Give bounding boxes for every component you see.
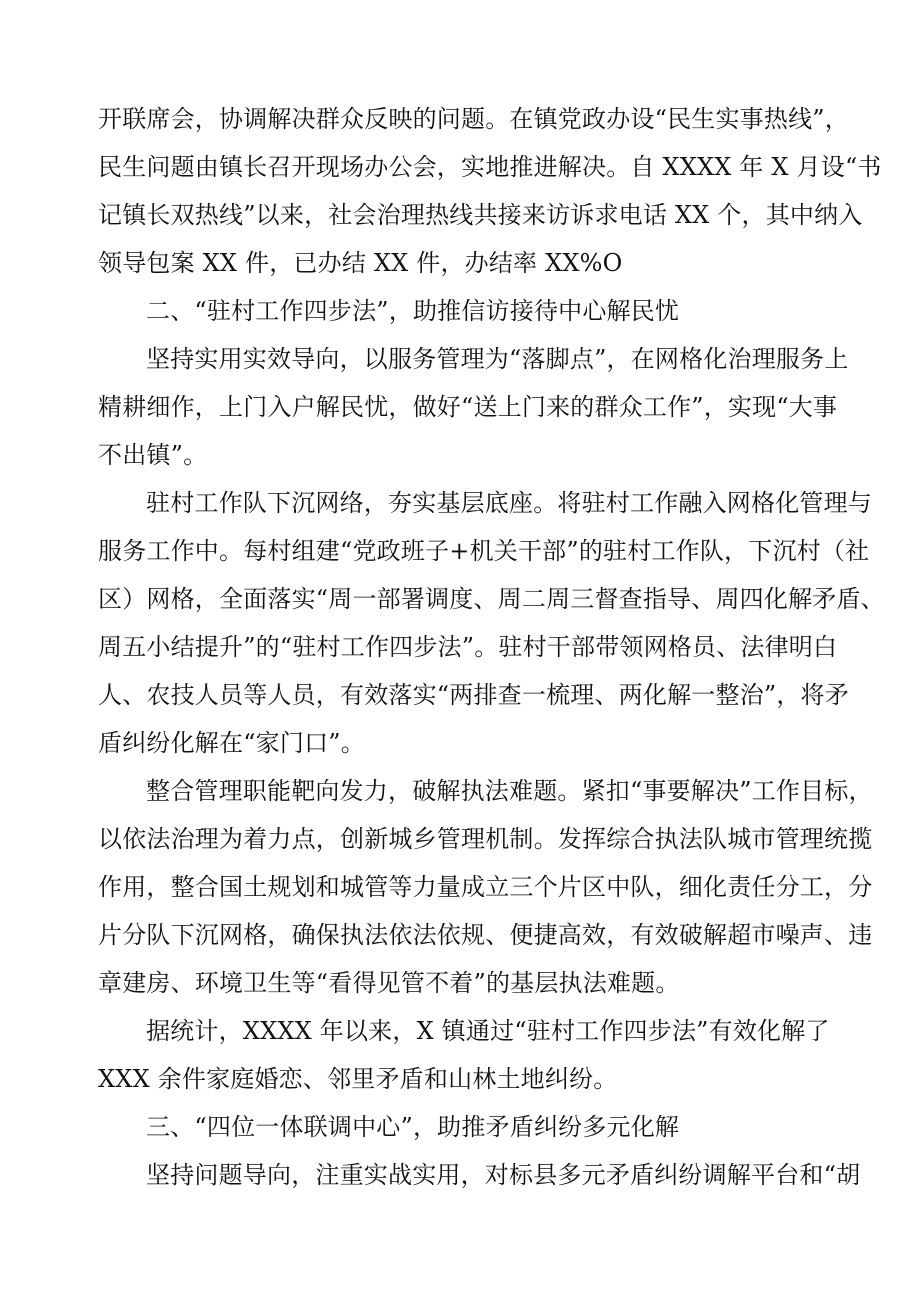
text-line: 坚持实用实效导向，以服务管理为“落脚点”，在网格化治理服务上 xyxy=(146,345,849,373)
text-line: 民生问题由镇长召开现场办公会，实地推进解决。自 XXXX 年 X 月设“书 xyxy=(98,153,882,181)
text-line: 不出镇”。 xyxy=(98,441,208,469)
section-heading: 三、“四位一体联调中心”，助推矛盾纠纷多元化解 xyxy=(146,1113,680,1141)
text-line: 周五小结提升”的“驻村工作四步法”。驻村干部带领网格员、法律明白 xyxy=(98,633,838,661)
text-line: 据统计，XXXX 年以来，X 镇通过“驻村工作四步法”有效化解了 xyxy=(146,1017,830,1045)
text-line: XXX 余件家庭婚恋、邻里矛盾和山林土地纠纷。 xyxy=(98,1065,618,1093)
text-line: 以依法治理为着力点，创新城乡管理机制。发挥综合执法队城市管理统揽 xyxy=(98,825,873,853)
text-line: 片分队下沉网格，确保执法依法依规、便捷高效，有效破解超市噪声、违 xyxy=(98,921,873,949)
text-line: 服务工作中。每村组建“党政班子+机关干部”的驻村工作队，下沉村（社 xyxy=(98,537,870,565)
text-line: 整合管理职能靶向发力，破解执法难题。紧扣“事要解决”工作目标， xyxy=(146,777,873,805)
text-line: 领导包案 XX 件，已办结 XX 件，办结率 XX%O xyxy=(98,249,623,277)
text-line: 开联席会，协调解决群众反映的问题。在镇党政办设“民生实事热线”， xyxy=(98,105,849,133)
text-line: 人、农技人员等人员，有效落实“两排查一梳理、两化解一整治”，将矛 xyxy=(98,681,849,709)
text-line: 作用，整合国土规划和城管等力量成立三个片区中队，细化责任分工，分 xyxy=(98,873,873,901)
text-line: 坚持问题导向，注重实战实用，对标县多元矛盾纠纷调解平台和“胡 xyxy=(146,1161,861,1189)
text-line: 区）网格，全面落实“周一部署调度、周二周三督查指导、周四化解矛盾、 xyxy=(98,585,885,613)
text-line: 章建房、环境卫生等“看得见管不着”的基层执法难题。 xyxy=(98,969,680,997)
text-line: 记镇长双热线”以来，社会治理热线共接来访诉求电话 XX 个，其中纳入 xyxy=(98,201,863,229)
section-heading: 二、“驻村工作四步法”，助推信访接待中心解民忧 xyxy=(146,297,680,325)
text-line: 盾纠纷化解在“家门口”。 xyxy=(98,729,365,757)
text-line: 精耕细作，上门入户解民忧，做好“送上门来的群众工作”，实现“大事 xyxy=(98,393,838,421)
text-line: 驻村工作队下沉网络，夯实基层底座。将驻村工作融入网格化管理与 xyxy=(146,489,872,517)
